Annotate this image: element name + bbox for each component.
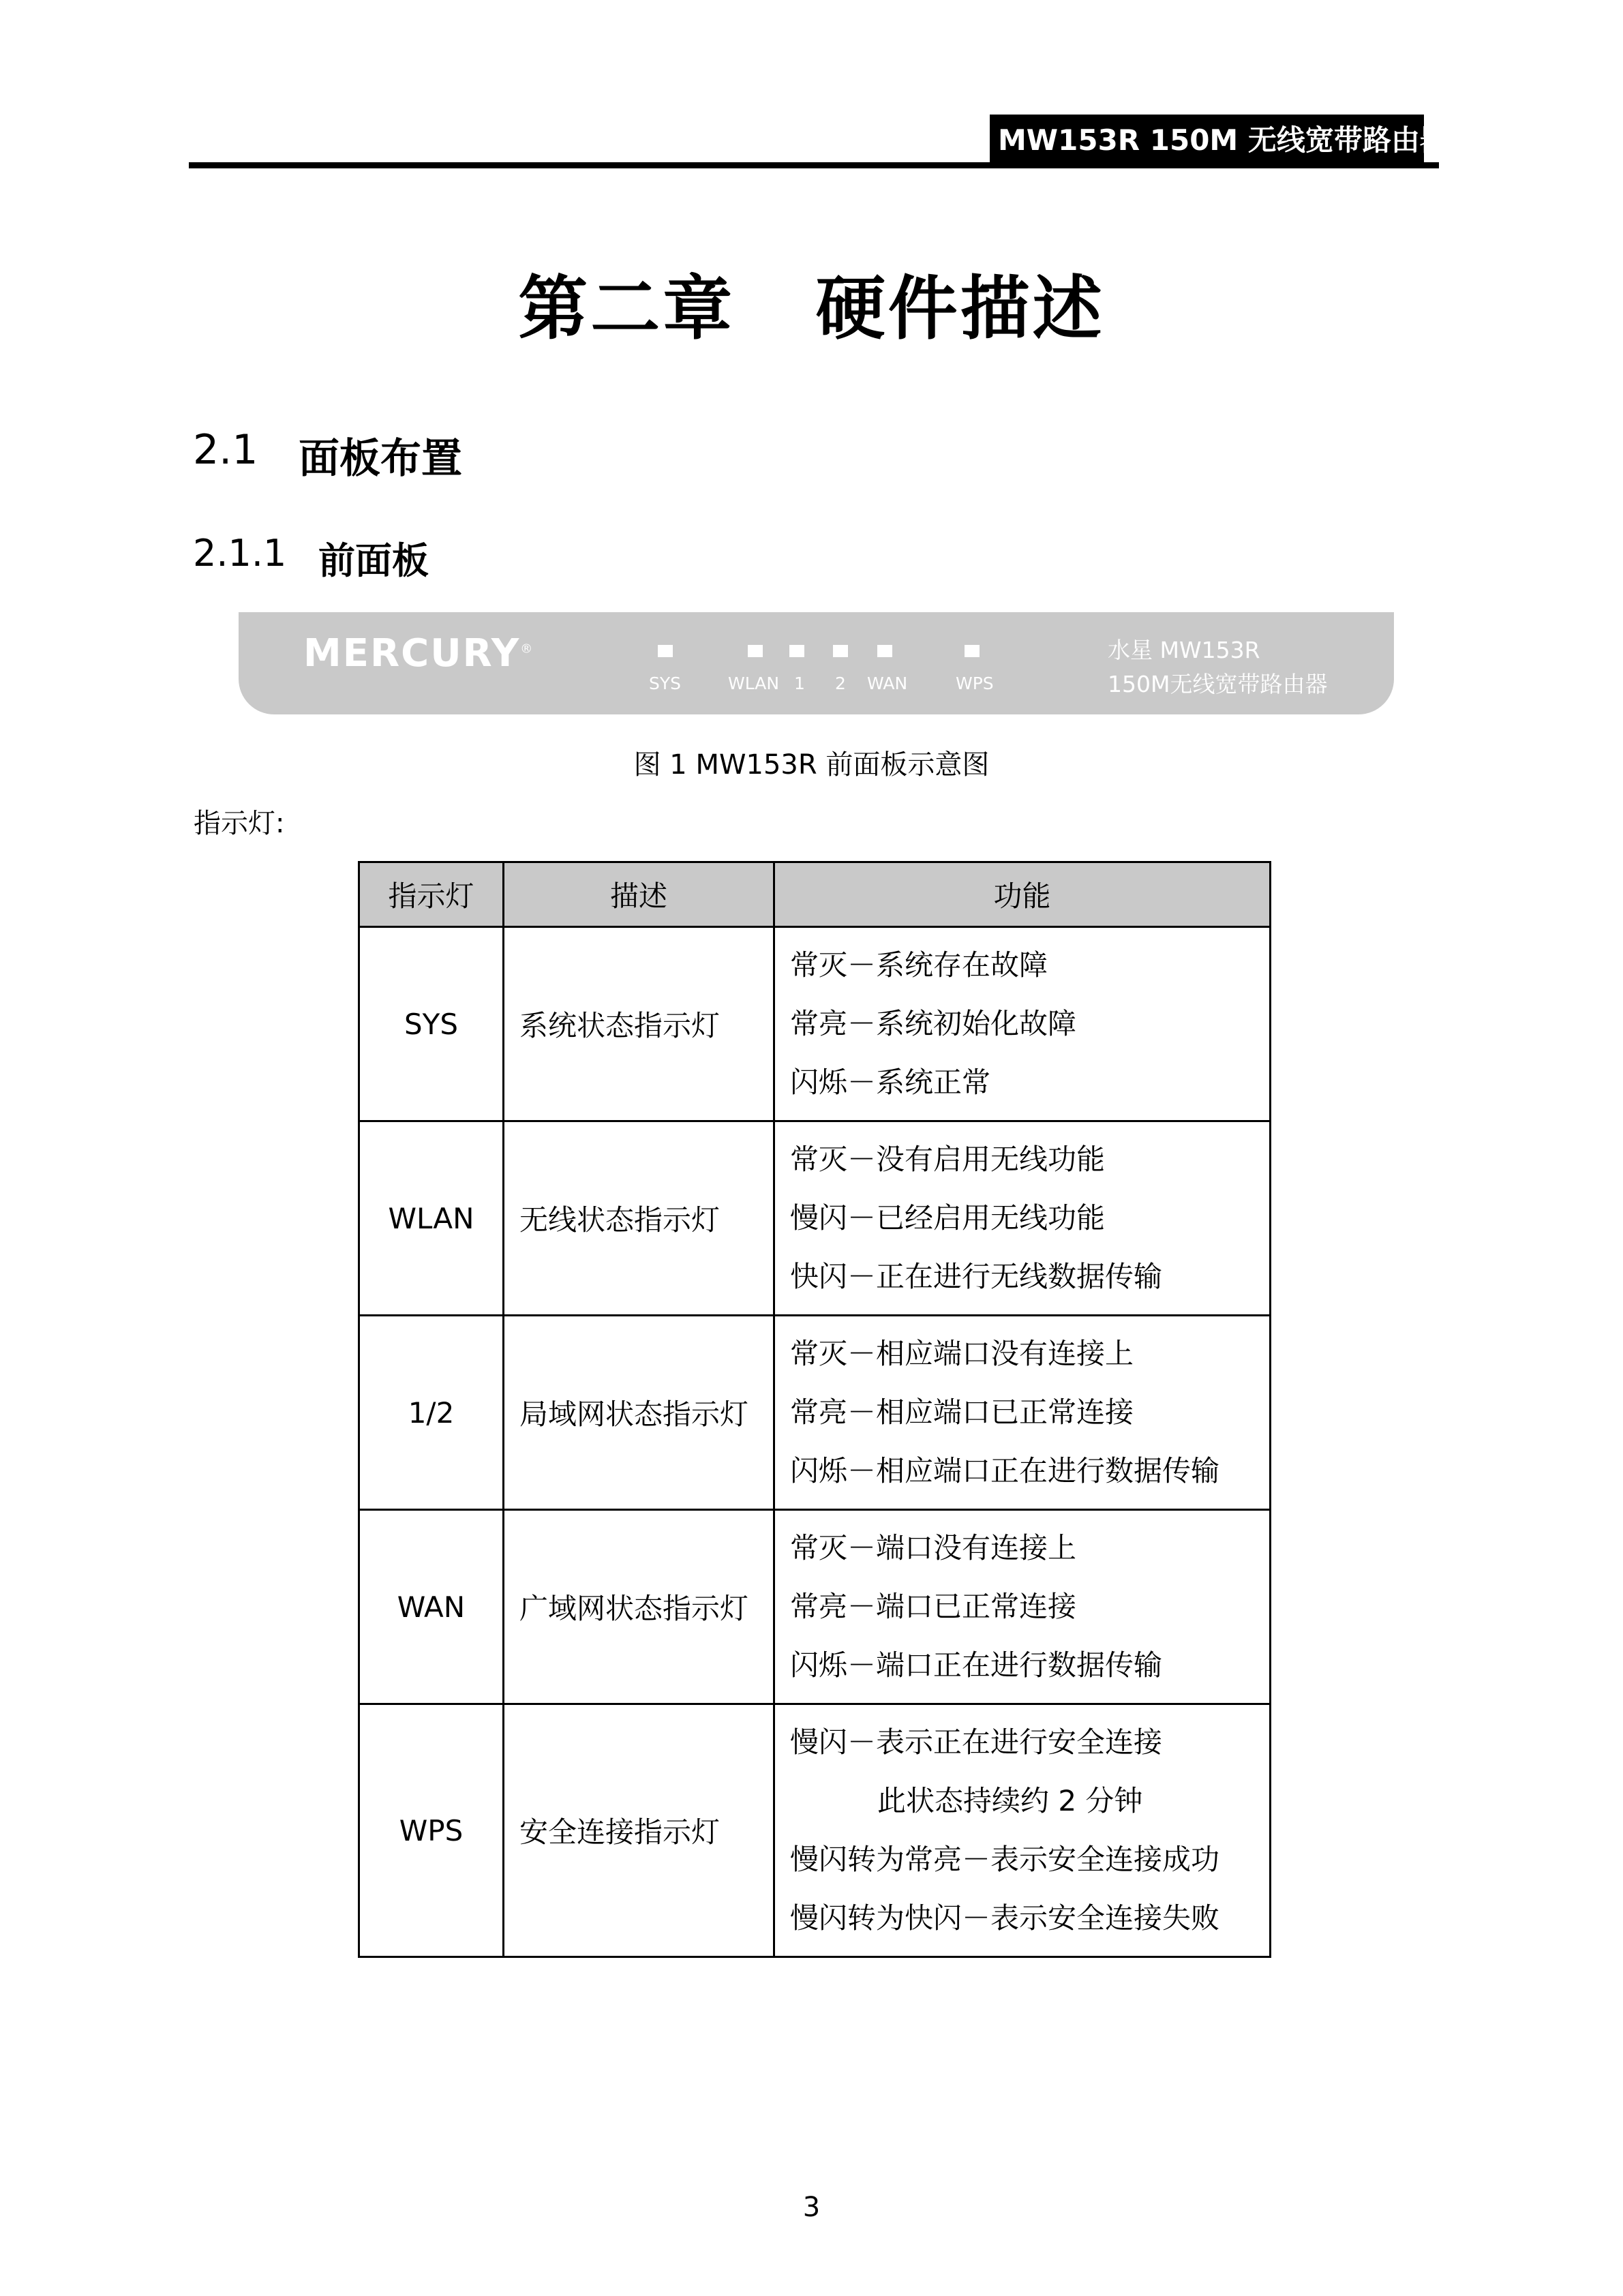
panel-product: 150M无线宽带路由器 bbox=[1108, 671, 1328, 697]
function-line: 常亮－端口已正常连接 bbox=[790, 1590, 1077, 1623]
led-cell: WAN bbox=[359, 1510, 504, 1704]
led-label-sys: SYS bbox=[649, 674, 682, 693]
desc-cell: 安全连接指示灯 bbox=[504, 1704, 774, 1957]
desc-cell: 局域网状态指示灯 bbox=[504, 1316, 774, 1510]
desc-cell: 无线状态指示灯 bbox=[504, 1121, 774, 1316]
wlan-led bbox=[748, 645, 763, 657]
desc-cell: 广域网状态指示灯 bbox=[504, 1510, 774, 1704]
header-led: 指示灯 bbox=[359, 862, 504, 927]
section-number: 2.1 bbox=[193, 426, 258, 474]
function-line: 此状态持续约 2 分钟 bbox=[877, 1784, 1143, 1817]
function-line: 慢闪转为常亮－表示安全连接成功 bbox=[790, 1843, 1220, 1876]
function-line: 闪烁－相应端口正在进行数据传输 bbox=[790, 1454, 1220, 1487]
panel-model: 水星 MW153R bbox=[1108, 637, 1260, 663]
function-cell bbox=[774, 1510, 1271, 1704]
wan-led bbox=[877, 645, 892, 657]
function-line: 常亮－相应端口已正常连接 bbox=[790, 1395, 1134, 1429]
led-label-wlan: WLAN bbox=[728, 674, 780, 693]
header-function: 功能 bbox=[774, 862, 1271, 927]
led-label-wan: WAN bbox=[867, 674, 908, 693]
header-desc: 描述 bbox=[504, 862, 774, 927]
section-title: 面板布置 bbox=[299, 435, 462, 483]
function-line: 常灭－没有启用无线功能 bbox=[790, 1143, 1106, 1176]
chapter-title: 第二章 硬件描述 bbox=[518, 269, 1105, 350]
led-label-2: 2 bbox=[835, 674, 846, 693]
table-row bbox=[359, 1121, 1271, 1316]
function-line: 常灭－端口没有连接上 bbox=[790, 1531, 1077, 1565]
table-header-row bbox=[359, 862, 1271, 927]
indicator-table bbox=[358, 861, 1271, 1958]
led-label-1: 1 bbox=[794, 674, 805, 693]
function-line: 慢闪－表示正在进行安全连接 bbox=[790, 1725, 1163, 1759]
lan1-led bbox=[789, 645, 804, 657]
function-line: 闪烁－系统正常 bbox=[790, 1066, 991, 1099]
subsection-number: 2.1.1 bbox=[193, 532, 287, 575]
led-cell: WPS bbox=[359, 1704, 504, 1957]
running-header: MW153R 150M 无线宽带路由器 bbox=[990, 115, 1424, 162]
header-rule bbox=[189, 162, 1439, 168]
function-line: 快闪－正在进行无线数据传输 bbox=[790, 1260, 1163, 1293]
front-panel-illustration bbox=[239, 612, 1394, 714]
desc-cell: 系统状态指示灯 bbox=[504, 927, 774, 1121]
table-row bbox=[359, 1316, 1271, 1510]
function-cell bbox=[774, 1704, 1271, 1957]
function-line: 闪烁－端口正在进行数据传输 bbox=[790, 1648, 1163, 1682]
figure-caption: 图 1 MW153R 前面板示意图 bbox=[633, 749, 990, 781]
led-cell: WLAN bbox=[359, 1121, 504, 1316]
led-label-wps: WPS bbox=[956, 674, 994, 693]
function-line: 慢闪转为快闪－表示安全连接失败 bbox=[790, 1901, 1220, 1935]
subsection-title: 前面板 bbox=[318, 539, 429, 582]
led-cell: 1/2 bbox=[359, 1316, 504, 1510]
function-cell bbox=[774, 927, 1271, 1121]
table-row bbox=[359, 1510, 1271, 1704]
table-row bbox=[359, 927, 1271, 1121]
indicator-label: 指示灯: bbox=[194, 808, 285, 839]
mercury-logo: MERCURY® bbox=[303, 631, 534, 676]
function-line: 常亮－系统初始化故障 bbox=[790, 1007, 1077, 1040]
function-line: 慢闪－已经启用无线功能 bbox=[790, 1201, 1106, 1235]
sys-led bbox=[658, 645, 673, 657]
function-cell bbox=[774, 1316, 1271, 1510]
page-number: 3 bbox=[802, 2192, 821, 2223]
lan2-led bbox=[833, 645, 848, 657]
function-line: 常灭－相应端口没有连接上 bbox=[790, 1337, 1134, 1370]
led-cell: SYS bbox=[359, 927, 504, 1121]
function-cell bbox=[774, 1121, 1271, 1316]
function-line: 常灭－系统存在故障 bbox=[790, 948, 1048, 982]
table-row bbox=[359, 1704, 1271, 1957]
wps-led bbox=[965, 645, 980, 657]
